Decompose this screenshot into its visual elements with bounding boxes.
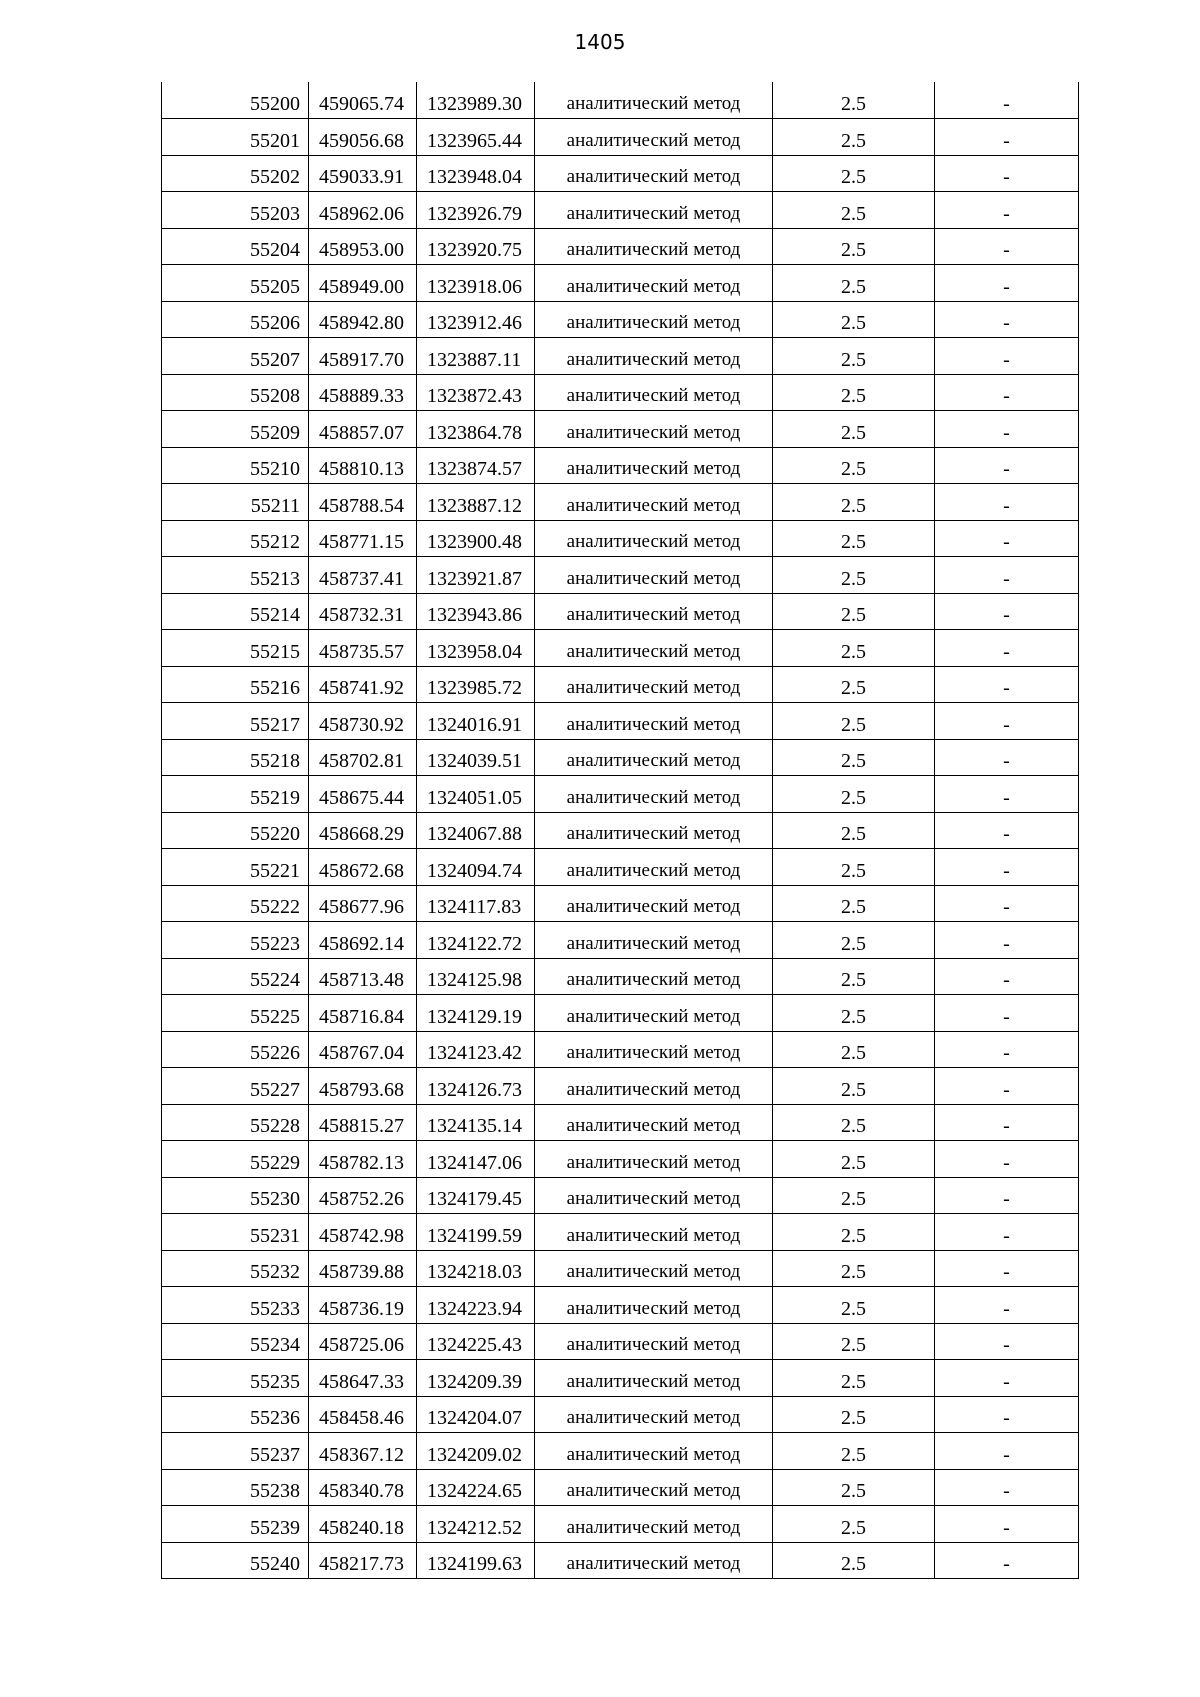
y-coordinate-cell: 1324117.83	[417, 885, 535, 922]
method-cell: аналитический метод	[535, 374, 773, 411]
point-number-cell: 55239	[162, 1506, 309, 1543]
method-cell: аналитический метод	[535, 338, 773, 375]
table-row	[162, 1542, 1079, 1579]
coordinates-table-body	[162, 82, 1079, 1579]
point-number-cell: 55220	[162, 812, 309, 849]
x-coordinate-cell: 458742.98	[309, 1214, 417, 1251]
accuracy-cell: 2.5	[773, 1542, 935, 1579]
accuracy-cell: 2.5	[773, 1360, 935, 1397]
table-row	[162, 1360, 1079, 1397]
note-cell: -	[935, 1141, 1079, 1178]
table-row	[162, 1469, 1079, 1506]
accuracy-cell: 2.5	[773, 557, 935, 594]
table-row	[162, 1396, 1079, 1433]
y-coordinate-cell: 1324125.98	[417, 958, 535, 995]
table-row	[162, 703, 1079, 740]
method-cell: аналитический метод	[535, 82, 773, 119]
note-cell: -	[935, 1068, 1079, 1105]
accuracy-cell: 2.5	[773, 1031, 935, 1068]
accuracy-cell: 2.5	[773, 192, 935, 229]
table-row	[162, 1068, 1079, 1105]
y-coordinate-cell: 1323912.46	[417, 301, 535, 338]
y-coordinate-cell: 1324067.88	[417, 812, 535, 849]
y-coordinate-cell: 1324122.72	[417, 922, 535, 959]
table-row	[162, 739, 1079, 776]
note-cell: -	[935, 192, 1079, 229]
accuracy-cell: 2.5	[773, 1396, 935, 1433]
method-cell: аналитический метод	[535, 1323, 773, 1360]
note-cell: -	[935, 155, 1079, 192]
accuracy-cell: 2.5	[773, 922, 935, 959]
point-number-cell: 55214	[162, 593, 309, 630]
x-coordinate-cell: 458668.29	[309, 812, 417, 849]
y-coordinate-cell: 1324212.52	[417, 1506, 535, 1543]
note-cell: -	[935, 958, 1079, 995]
x-coordinate-cell: 458767.04	[309, 1031, 417, 1068]
point-number-cell: 55222	[162, 885, 309, 922]
y-coordinate-cell: 1323872.43	[417, 374, 535, 411]
table-row	[162, 228, 1079, 265]
method-cell: аналитический метод	[535, 812, 773, 849]
table-row	[162, 192, 1079, 229]
point-number-cell: 55201	[162, 119, 309, 156]
point-number-cell: 55232	[162, 1250, 309, 1287]
note-cell: -	[935, 1542, 1079, 1579]
note-cell: -	[935, 922, 1079, 959]
table-row	[162, 1250, 1079, 1287]
y-coordinate-cell: 1324199.59	[417, 1214, 535, 1251]
table-row	[162, 1433, 1079, 1470]
accuracy-cell: 2.5	[773, 849, 935, 886]
table-row	[162, 82, 1079, 119]
accuracy-cell: 2.5	[773, 1068, 935, 1105]
point-number-cell: 55209	[162, 411, 309, 448]
note-cell: -	[935, 666, 1079, 703]
x-coordinate-cell: 458340.78	[309, 1469, 417, 1506]
accuracy-cell: 2.5	[773, 739, 935, 776]
point-number-cell: 55236	[162, 1396, 309, 1433]
table-row	[162, 1287, 1079, 1324]
method-cell: аналитический метод	[535, 630, 773, 667]
y-coordinate-cell: 1324094.74	[417, 849, 535, 886]
table-row	[162, 958, 1079, 995]
y-coordinate-cell: 1323989.30	[417, 82, 535, 119]
y-coordinate-cell: 1324179.45	[417, 1177, 535, 1214]
method-cell: аналитический метод	[535, 1031, 773, 1068]
page-number: 1405	[574, 30, 626, 54]
point-number-cell: 55203	[162, 192, 309, 229]
y-coordinate-cell: 1323887.11	[417, 338, 535, 375]
accuracy-cell: 2.5	[773, 301, 935, 338]
x-coordinate-cell: 458458.46	[309, 1396, 417, 1433]
x-coordinate-cell: 458702.81	[309, 739, 417, 776]
x-coordinate-cell: 458735.57	[309, 630, 417, 667]
point-number-cell: 55229	[162, 1141, 309, 1178]
accuracy-cell: 2.5	[773, 885, 935, 922]
point-number-cell: 55217	[162, 703, 309, 740]
x-coordinate-cell: 458942.80	[309, 301, 417, 338]
point-number-cell: 55224	[162, 958, 309, 995]
x-coordinate-cell: 458675.44	[309, 776, 417, 813]
note-cell: -	[935, 885, 1079, 922]
x-coordinate-cell: 458815.27	[309, 1104, 417, 1141]
table-row	[162, 374, 1079, 411]
note-cell: -	[935, 1396, 1079, 1433]
point-number-cell: 55211	[162, 484, 309, 521]
accuracy-cell: 2.5	[773, 812, 935, 849]
accuracy-cell: 2.5	[773, 155, 935, 192]
accuracy-cell: 2.5	[773, 374, 935, 411]
note-cell: -	[935, 1104, 1079, 1141]
y-coordinate-cell: 1323926.79	[417, 192, 535, 229]
note-cell: -	[935, 1031, 1079, 1068]
method-cell: аналитический метод	[535, 922, 773, 959]
table-row	[162, 630, 1079, 667]
y-coordinate-cell: 1324218.03	[417, 1250, 535, 1287]
method-cell: аналитический метод	[535, 703, 773, 740]
x-coordinate-cell: 458737.41	[309, 557, 417, 594]
point-number-cell: 55213	[162, 557, 309, 594]
point-number-cell: 55219	[162, 776, 309, 813]
note-cell: -	[935, 1214, 1079, 1251]
note-cell: -	[935, 411, 1079, 448]
table-row	[162, 119, 1079, 156]
accuracy-cell: 2.5	[773, 1287, 935, 1324]
x-coordinate-cell: 458752.26	[309, 1177, 417, 1214]
method-cell: аналитический метод	[535, 1287, 773, 1324]
method-cell: аналитический метод	[535, 1177, 773, 1214]
method-cell: аналитический метод	[535, 849, 773, 886]
y-coordinate-cell: 1323918.06	[417, 265, 535, 302]
table-row	[162, 1323, 1079, 1360]
note-cell: -	[935, 1433, 1079, 1470]
point-number-cell: 55227	[162, 1068, 309, 1105]
x-coordinate-cell: 458716.84	[309, 995, 417, 1032]
point-number-cell: 55235	[162, 1360, 309, 1397]
y-coordinate-cell: 1323965.44	[417, 119, 535, 156]
note-cell: -	[935, 739, 1079, 776]
note-cell: -	[935, 82, 1079, 119]
point-number-cell: 55215	[162, 630, 309, 667]
method-cell: аналитический метод	[535, 228, 773, 265]
point-number-cell: 55216	[162, 666, 309, 703]
y-coordinate-cell: 1324051.05	[417, 776, 535, 813]
y-coordinate-cell: 1324147.06	[417, 1141, 535, 1178]
method-cell: аналитический метод	[535, 1469, 773, 1506]
note-cell: -	[935, 1177, 1079, 1214]
point-number-cell: 55205	[162, 265, 309, 302]
note-cell: -	[935, 776, 1079, 813]
coordinates-table	[161, 82, 1079, 1579]
y-coordinate-cell: 1324204.07	[417, 1396, 535, 1433]
point-number-cell: 55230	[162, 1177, 309, 1214]
table-row	[162, 1177, 1079, 1214]
accuracy-cell: 2.5	[773, 228, 935, 265]
x-coordinate-cell: 458953.00	[309, 228, 417, 265]
table-row	[162, 1141, 1079, 1178]
y-coordinate-cell: 1324129.19	[417, 995, 535, 1032]
y-coordinate-cell: 1323948.04	[417, 155, 535, 192]
x-coordinate-cell: 458741.92	[309, 666, 417, 703]
note-cell: -	[935, 1360, 1079, 1397]
table-row	[162, 338, 1079, 375]
table-row	[162, 484, 1079, 521]
accuracy-cell: 2.5	[773, 666, 935, 703]
x-coordinate-cell: 458240.18	[309, 1506, 417, 1543]
point-number-cell: 55207	[162, 338, 309, 375]
y-coordinate-cell: 1324123.42	[417, 1031, 535, 1068]
x-coordinate-cell: 458732.31	[309, 593, 417, 630]
note-cell: -	[935, 557, 1079, 594]
note-cell: -	[935, 1323, 1079, 1360]
point-number-cell: 55226	[162, 1031, 309, 1068]
accuracy-cell: 2.5	[773, 265, 935, 302]
accuracy-cell: 2.5	[773, 1506, 935, 1543]
y-coordinate-cell: 1324225.43	[417, 1323, 535, 1360]
table-row	[162, 301, 1079, 338]
y-coordinate-cell: 1323985.72	[417, 666, 535, 703]
accuracy-cell: 2.5	[773, 1177, 935, 1214]
x-coordinate-cell: 458692.14	[309, 922, 417, 959]
note-cell: -	[935, 301, 1079, 338]
table-row	[162, 922, 1079, 959]
x-coordinate-cell: 458713.48	[309, 958, 417, 995]
method-cell: аналитический метод	[535, 885, 773, 922]
y-coordinate-cell: 1324126.73	[417, 1068, 535, 1105]
note-cell: -	[935, 812, 1079, 849]
method-cell: аналитический метод	[535, 739, 773, 776]
note-cell: -	[935, 447, 1079, 484]
accuracy-cell: 2.5	[773, 1250, 935, 1287]
y-coordinate-cell: 1323920.75	[417, 228, 535, 265]
accuracy-cell: 2.5	[773, 119, 935, 156]
x-coordinate-cell: 458782.13	[309, 1141, 417, 1178]
y-coordinate-cell: 1323958.04	[417, 630, 535, 667]
y-coordinate-cell: 1323874.57	[417, 447, 535, 484]
method-cell: аналитический метод	[535, 1214, 773, 1251]
table-row	[162, 1214, 1079, 1251]
y-coordinate-cell: 1324039.51	[417, 739, 535, 776]
point-number-cell: 55240	[162, 1542, 309, 1579]
x-coordinate-cell: 458367.12	[309, 1433, 417, 1470]
x-coordinate-cell: 459065.74	[309, 82, 417, 119]
point-number-cell: 55238	[162, 1469, 309, 1506]
x-coordinate-cell: 458917.70	[309, 338, 417, 375]
y-coordinate-cell: 1323900.48	[417, 520, 535, 557]
method-cell: аналитический метод	[535, 1250, 773, 1287]
x-coordinate-cell: 458810.13	[309, 447, 417, 484]
point-number-cell: 55228	[162, 1104, 309, 1141]
note-cell: -	[935, 265, 1079, 302]
table-row	[162, 666, 1079, 703]
x-coordinate-cell: 458962.06	[309, 192, 417, 229]
y-coordinate-cell: 1324224.65	[417, 1469, 535, 1506]
method-cell: аналитический метод	[535, 776, 773, 813]
note-cell: -	[935, 119, 1079, 156]
y-coordinate-cell: 1323864.78	[417, 411, 535, 448]
note-cell: -	[935, 374, 1079, 411]
table-row	[162, 520, 1079, 557]
point-number-cell: 55223	[162, 922, 309, 959]
note-cell: -	[935, 995, 1079, 1032]
method-cell: аналитический метод	[535, 192, 773, 229]
x-coordinate-cell: 458739.88	[309, 1250, 417, 1287]
note-cell: -	[935, 593, 1079, 630]
table-row	[162, 812, 1079, 849]
method-cell: аналитический метод	[535, 520, 773, 557]
accuracy-cell: 2.5	[773, 776, 935, 813]
point-number-cell: 55208	[162, 374, 309, 411]
accuracy-cell: 2.5	[773, 1433, 935, 1470]
table-row	[162, 155, 1079, 192]
method-cell: аналитический метод	[535, 411, 773, 448]
x-coordinate-cell: 458793.68	[309, 1068, 417, 1105]
method-cell: аналитический метод	[535, 1141, 773, 1178]
table-row	[162, 776, 1079, 813]
point-number-cell: 55221	[162, 849, 309, 886]
accuracy-cell: 2.5	[773, 630, 935, 667]
y-coordinate-cell: 1324199.63	[417, 1542, 535, 1579]
method-cell: аналитический метод	[535, 1068, 773, 1105]
method-cell: аналитический метод	[535, 593, 773, 630]
point-number-cell: 55202	[162, 155, 309, 192]
x-coordinate-cell: 458949.00	[309, 265, 417, 302]
accuracy-cell: 2.5	[773, 447, 935, 484]
x-coordinate-cell: 458736.19	[309, 1287, 417, 1324]
method-cell: аналитический метод	[535, 447, 773, 484]
table-row	[162, 995, 1079, 1032]
x-coordinate-cell: 458889.33	[309, 374, 417, 411]
note-cell: -	[935, 338, 1079, 375]
method-cell: аналитический метод	[535, 301, 773, 338]
point-number-cell: 55233	[162, 1287, 309, 1324]
table-row	[162, 557, 1079, 594]
point-number-cell: 55204	[162, 228, 309, 265]
accuracy-cell: 2.5	[773, 484, 935, 521]
x-coordinate-cell: 458788.54	[309, 484, 417, 521]
note-cell: -	[935, 1287, 1079, 1324]
accuracy-cell: 2.5	[773, 1104, 935, 1141]
x-coordinate-cell: 458857.07	[309, 411, 417, 448]
table-row	[162, 1104, 1079, 1141]
table-row	[162, 447, 1079, 484]
accuracy-cell: 2.5	[773, 1214, 935, 1251]
point-number-cell: 55231	[162, 1214, 309, 1251]
table-row	[162, 265, 1079, 302]
note-cell: -	[935, 1469, 1079, 1506]
y-coordinate-cell: 1324135.14	[417, 1104, 535, 1141]
method-cell: аналитический метод	[535, 1433, 773, 1470]
method-cell: аналитический метод	[535, 1506, 773, 1543]
x-coordinate-cell: 458677.96	[309, 885, 417, 922]
x-coordinate-cell: 458647.33	[309, 1360, 417, 1397]
note-cell: -	[935, 484, 1079, 521]
accuracy-cell: 2.5	[773, 703, 935, 740]
method-cell: аналитический метод	[535, 119, 773, 156]
method-cell: аналитический метод	[535, 265, 773, 302]
accuracy-cell: 2.5	[773, 593, 935, 630]
x-coordinate-cell: 458730.92	[309, 703, 417, 740]
method-cell: аналитический метод	[535, 1396, 773, 1433]
table-row	[162, 1031, 1079, 1068]
x-coordinate-cell: 458725.06	[309, 1323, 417, 1360]
accuracy-cell: 2.5	[773, 411, 935, 448]
method-cell: аналитический метод	[535, 557, 773, 594]
y-coordinate-cell: 1324209.39	[417, 1360, 535, 1397]
accuracy-cell: 2.5	[773, 995, 935, 1032]
x-coordinate-cell: 458217.73	[309, 1542, 417, 1579]
note-cell: -	[935, 1506, 1079, 1543]
x-coordinate-cell: 459033.91	[309, 155, 417, 192]
accuracy-cell: 2.5	[773, 82, 935, 119]
accuracy-cell: 2.5	[773, 1469, 935, 1506]
note-cell: -	[935, 703, 1079, 740]
point-number-cell: 55210	[162, 447, 309, 484]
note-cell: -	[935, 630, 1079, 667]
note-cell: -	[935, 520, 1079, 557]
point-number-cell: 55212	[162, 520, 309, 557]
table-row	[162, 1506, 1079, 1543]
method-cell: аналитический метод	[535, 1360, 773, 1397]
accuracy-cell: 2.5	[773, 1323, 935, 1360]
method-cell: аналитический метод	[535, 1104, 773, 1141]
point-number-cell: 55237	[162, 1433, 309, 1470]
method-cell: аналитический метод	[535, 958, 773, 995]
table-row	[162, 411, 1079, 448]
x-coordinate-cell: 458771.15	[309, 520, 417, 557]
y-coordinate-cell: 1324016.91	[417, 703, 535, 740]
note-cell: -	[935, 849, 1079, 886]
note-cell: -	[935, 228, 1079, 265]
method-cell: аналитический метод	[535, 484, 773, 521]
accuracy-cell: 2.5	[773, 1141, 935, 1178]
method-cell: аналитический метод	[535, 1542, 773, 1579]
note-cell: -	[935, 1250, 1079, 1287]
accuracy-cell: 2.5	[773, 520, 935, 557]
y-coordinate-cell: 1323943.86	[417, 593, 535, 630]
point-number-cell: 55218	[162, 739, 309, 776]
y-coordinate-cell: 1323921.87	[417, 557, 535, 594]
point-number-cell: 55234	[162, 1323, 309, 1360]
table-row	[162, 593, 1079, 630]
y-coordinate-cell: 1323887.12	[417, 484, 535, 521]
point-number-cell: 55200	[162, 82, 309, 119]
table-row	[162, 849, 1079, 886]
table-row	[162, 885, 1079, 922]
y-coordinate-cell: 1324209.02	[417, 1433, 535, 1470]
point-number-cell: 55206	[162, 301, 309, 338]
point-number-cell: 55225	[162, 995, 309, 1032]
accuracy-cell: 2.5	[773, 958, 935, 995]
method-cell: аналитический метод	[535, 995, 773, 1032]
x-coordinate-cell: 459056.68	[309, 119, 417, 156]
y-coordinate-cell: 1324223.94	[417, 1287, 535, 1324]
accuracy-cell: 2.5	[773, 338, 935, 375]
x-coordinate-cell: 458672.68	[309, 849, 417, 886]
method-cell: аналитический метод	[535, 666, 773, 703]
method-cell: аналитический метод	[535, 155, 773, 192]
